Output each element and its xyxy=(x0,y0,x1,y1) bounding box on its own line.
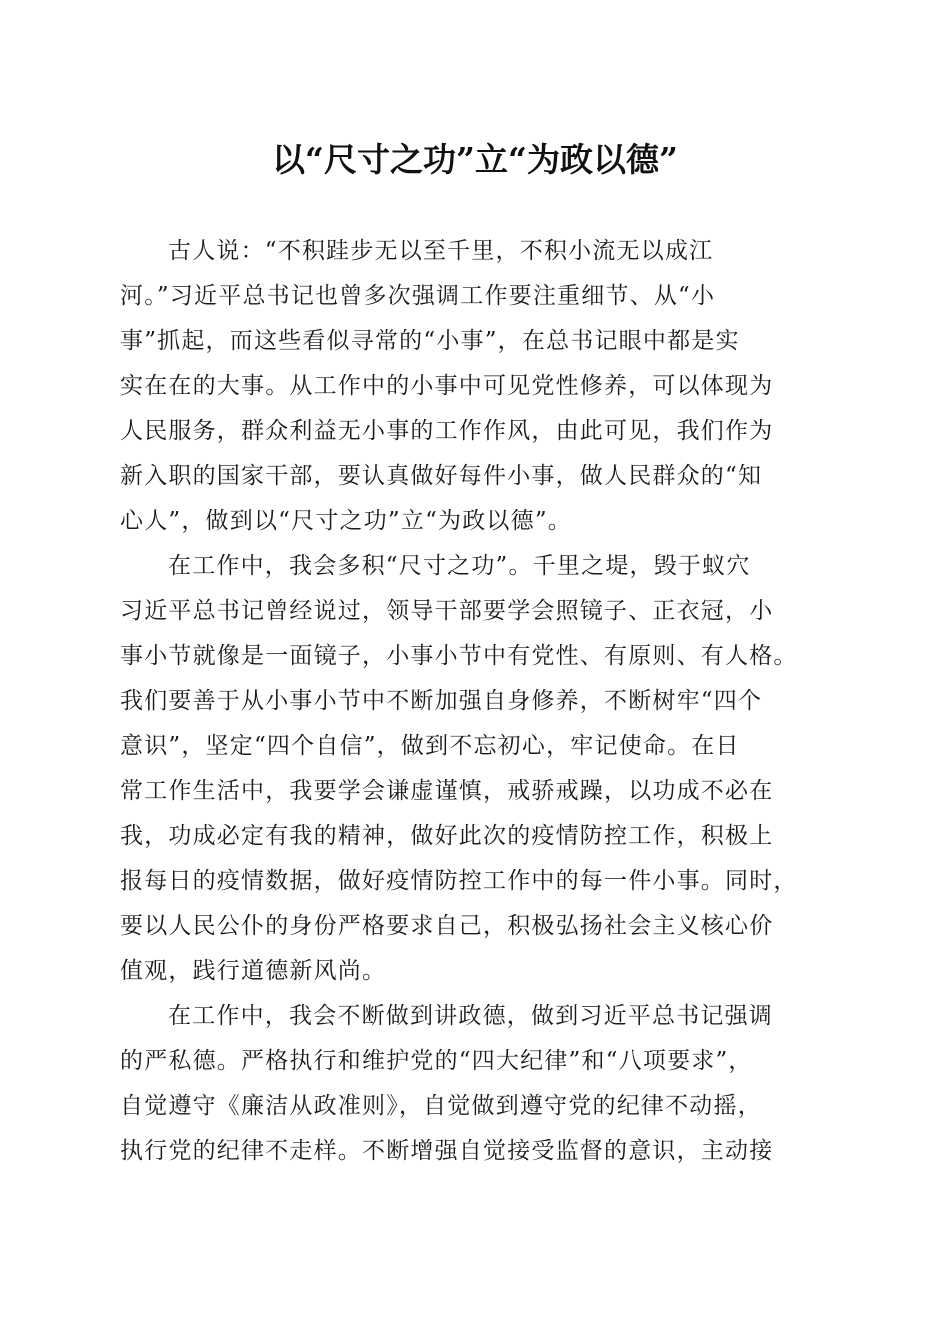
text-line: 事”抓起，而这些看似寻常的“小事”，在总书记眼中都是实 xyxy=(120,328,740,354)
text-line: 习近平总书记曾经说过，领导干部要学会照镜子、正衣冠，小 xyxy=(120,598,774,624)
document-title: 以“尺寸之功”立“为政以德” xyxy=(272,140,678,179)
text-line: 古人说：“不积跬步无以至千里，不积小流无以成江 xyxy=(168,238,714,264)
paragraph-2 xyxy=(120,544,832,994)
text-line: 我们要善于从小事小节中不断加强自身修养，不断树牢“四个 xyxy=(120,688,763,714)
text-line: 执行党的纪律不走样。不断增强自觉接受监督的意识，主动接 xyxy=(120,1138,774,1164)
text-line: 新入职的国家干部，要认真做好每件小事，做人民群众的“知 xyxy=(120,463,763,489)
document-body xyxy=(120,229,832,1174)
paragraph-3 xyxy=(120,994,832,1174)
text-line: 要以人民公仆的身份严格要求自己，积极弘扬社会主义核心价 xyxy=(120,913,774,939)
text-line: 值观，践行道德新风尚。 xyxy=(120,958,387,984)
text-line: 意识”，坚定“四个自信”，做到不忘初心，牢记使命。在日 xyxy=(120,733,740,759)
text-line: 自觉遵守《廉洁从政准则》，自觉做到遵守党的纪律不动摇， xyxy=(120,1093,762,1119)
text-line: 常工作生活中，我要学会谦虚谨慎，戒骄戒躁，以功成不必在 xyxy=(120,778,774,804)
paragraph-1 xyxy=(120,229,832,544)
text-line: 人民服务，群众利益无小事的工作作风，由此可见，我们作为 xyxy=(120,418,774,444)
text-line: 报每日的疫情数据，做好疫情防控工作中的每一件小事。同时， xyxy=(120,868,798,894)
text-line: 我，功成必定有我的精神，做好此次的疫情防控工作，积极上 xyxy=(120,823,774,849)
text-line: 在工作中，我会多积“尺寸之功”。千里之堤，毁于蚁穴 xyxy=(168,553,751,579)
text-line: 实在在的大事。从工作中的小事中可见党性修养，可以体现为 xyxy=(120,373,774,399)
text-line: 在工作中，我会不断做到讲政德，做到习近平总书记强调 xyxy=(168,1003,773,1029)
text-line: 河。”习近平总书记也曾多次强调工作要注重细节、从“小 xyxy=(120,283,716,309)
text-line: 事小节就像是一面镜子，小事小节中有党性、有原则、有人格。 xyxy=(120,643,798,669)
text-line: 心人”，做到以“尺寸之功”立“为政以德”。 xyxy=(120,508,572,534)
text-line: 的严私德。严格执行和维护党的“四大纪律”和“八项要求”， xyxy=(120,1048,753,1074)
